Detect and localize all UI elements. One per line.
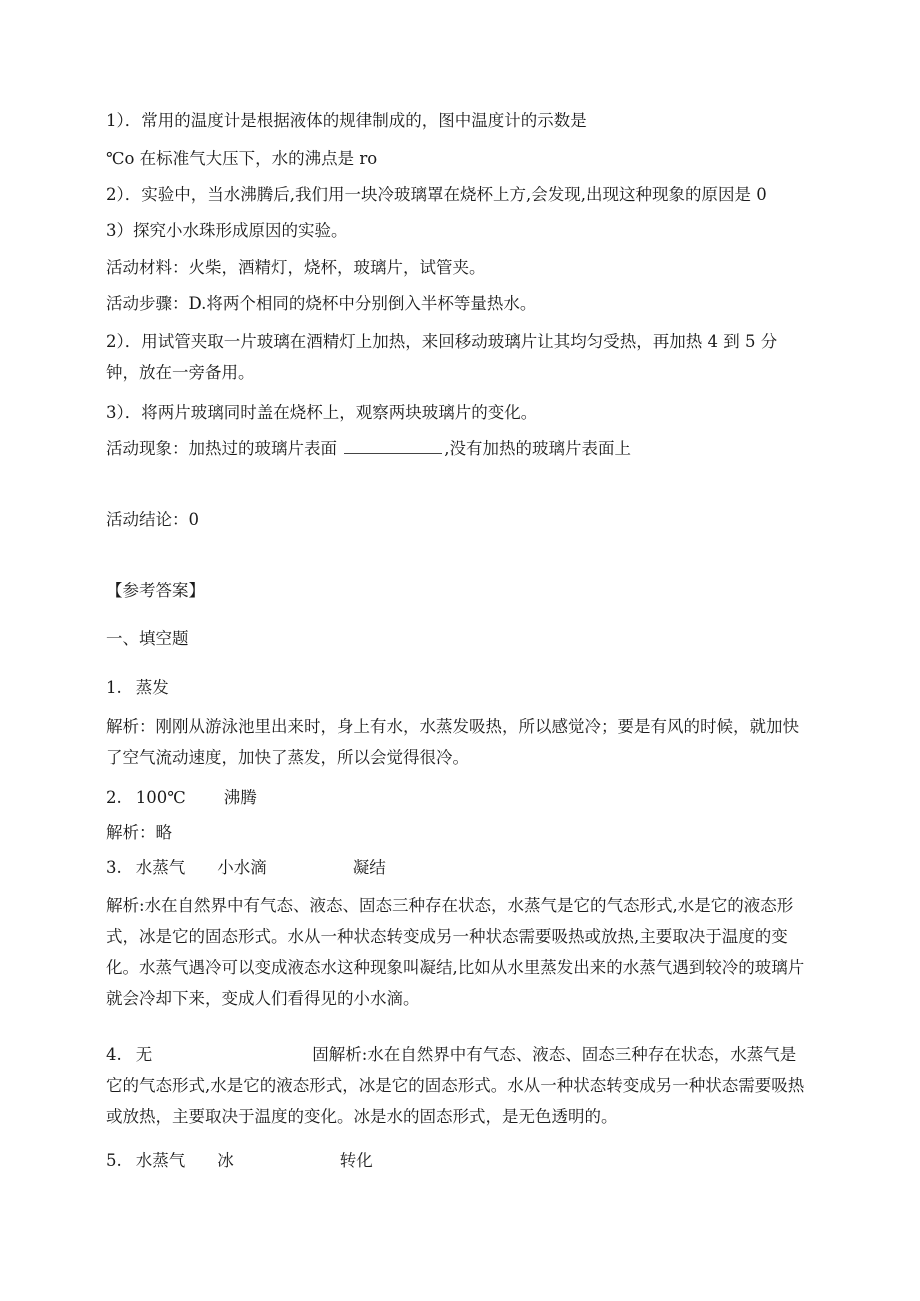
- answer-number: 5.: [106, 1151, 122, 1170]
- answer-value: 无: [135, 1045, 153, 1064]
- answer-value: 凝结: [352, 858, 386, 877]
- answer-blank: [344, 439, 442, 454]
- activity-conclusion: 活动结论：0: [106, 510, 199, 529]
- answer-number: 3.: [106, 858, 122, 877]
- answer-value: 转化: [339, 1151, 373, 1170]
- activity-step-2: 2）．用试管夹取一片玻璃在酒精灯上加热，来回移动玻璃片让其均匀受热，再加热 4 到 5 分钟，放在一旁备用。: [106, 332, 778, 382]
- answer-value: 水蒸气: [135, 1151, 186, 1170]
- answer-value: 冰: [217, 1151, 234, 1170]
- answer-number: 1.: [106, 678, 122, 697]
- answer-4-explanation: 固解析:水在自然界中有气态、液态、固态三种存在状态，水蒸气是它的气态形式,水是它的液态形式，冰是它的固态形式。水从一种状态转变成另一种状态需要吸热或放热，主要取决于温度的变化。冰是水的固态形式，是无色透明的。: [106, 1045, 805, 1126]
- answer-1-explanation: 解析：刚刚从游泳池里出来时，身上有水，水蒸发吸热，所以感觉冷；要是有风的时候，就加快了空气流动速度，加快了蒸发，所以会觉得很冷。: [106, 717, 799, 767]
- answer-4: [106, 1039, 810, 1132]
- phenomenon-text-b: ,没有加热的玻璃片表面上: [444, 439, 631, 458]
- activity-materials: 活动材料：火柴，酒精灯，烧杯，玻璃片，试管夹。: [106, 258, 486, 277]
- answer-value: 小水滴: [217, 858, 267, 877]
- answer-3: [106, 857, 386, 879]
- section-title: 一、填空题: [106, 629, 189, 648]
- question-1-line-1: 1）．常用的温度计是根据液体的规律制成的，图中温度计的示数是: [106, 111, 587, 130]
- answer-1: [106, 677, 169, 699]
- answer-number: 4.: [106, 1045, 122, 1064]
- answer-value: 水蒸气: [135, 858, 186, 877]
- activity-phenomenon: [106, 438, 631, 460]
- phenomenon-text-a: 活动现象：加热过的玻璃片表面: [106, 439, 337, 458]
- answer-2-explanation: 解析：略: [106, 823, 172, 842]
- answer-value: 100℃: [135, 788, 186, 807]
- answer-value: 沸腾: [223, 788, 257, 807]
- activity-step-3: 3）．将两片玻璃同时盖在烧杯上，观察两块玻璃片的变化。: [106, 403, 538, 422]
- answer-heading: 【参考答案】: [106, 581, 205, 600]
- answer-number: 2.: [106, 788, 122, 807]
- question-1-line-2: ℃o 在标准气大压下，水的沸点是 ro: [106, 149, 378, 168]
- answer-3-explanation: 解析:水在自然界中有气态、液态、固态三种存在状态，水蒸气是它的气态形式,水是它的液态形式，冰是它的固态形式。水从一种状态转变成另一种状态需要吸热或放热,主要取决于温度的变化。水蒸气遇冷可以变成液态水这种现象叫凝结,比如从水里蒸发出来的水蒸气遇到较冷的玻璃片就会冷却下来，变成人们看得见的小水滴。: [106, 896, 805, 1008]
- activity-steps-intro: 活动步骤：D.将两个相同的烧杯中分别倒入半杯等量热水。: [106, 294, 537, 313]
- question-3: 3）探究小水珠形成原因的实验。: [106, 221, 348, 240]
- answer-2: [106, 787, 257, 809]
- answer-5: [106, 1150, 373, 1172]
- question-2: 2）．实验中，当水沸腾后,我们用一块冷玻璃罩在烧杯上方,会发现,出现这种现象的原因是 0: [106, 185, 767, 204]
- answer-value: 蒸发: [135, 678, 169, 697]
